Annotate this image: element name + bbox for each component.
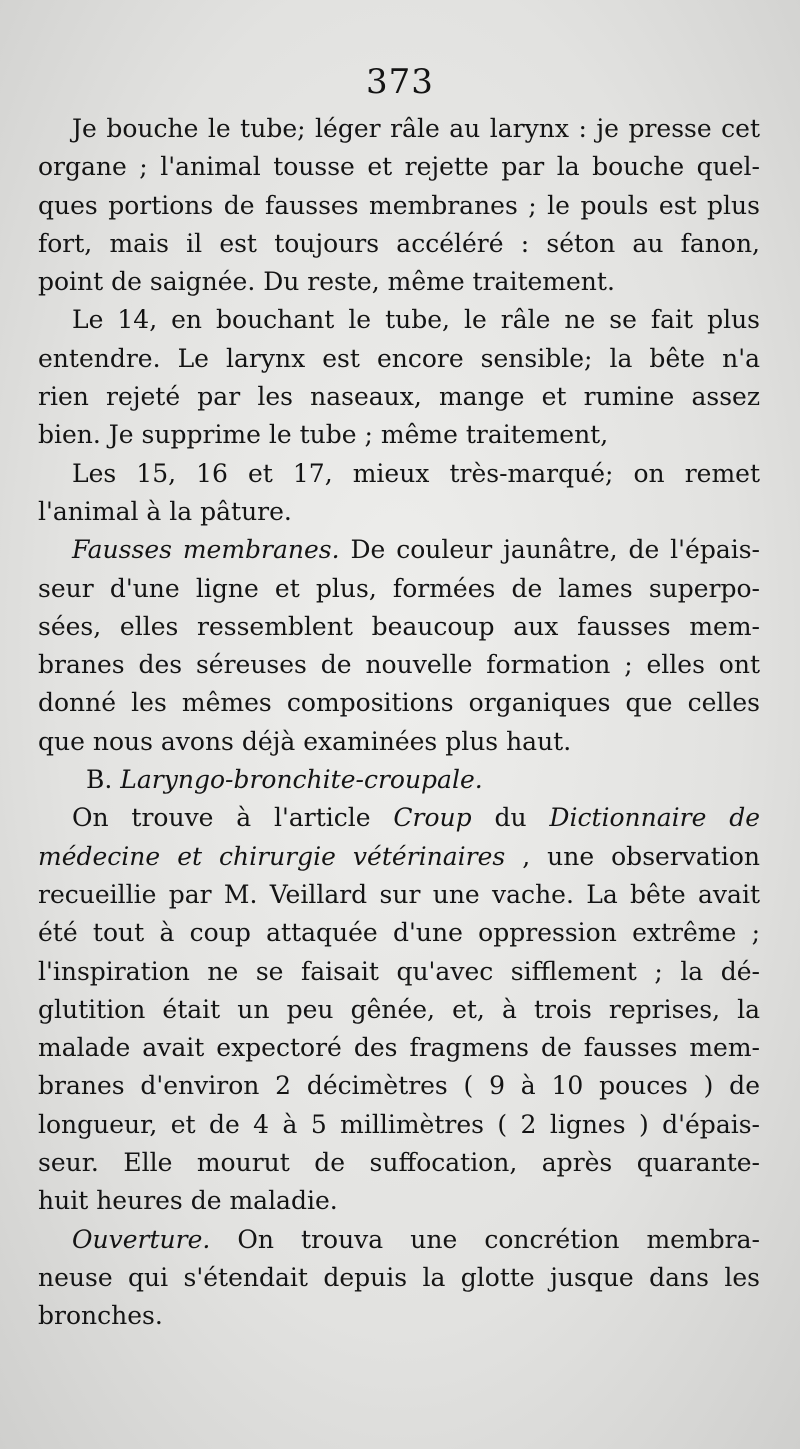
italic-text: Laryngo-bronchite-croupale. (120, 765, 483, 795)
text-run: On trouve à l'article (72, 803, 394, 833)
text-run: bronches. (38, 1301, 163, 1331)
text-run: seur d'une ligne et plus, formées de lames superpo- (38, 573, 760, 603)
text-run: entendre. Le larynx est encore sensible; la bête n'a (38, 343, 760, 373)
text-line (38, 761, 760, 799)
text-run: branes des séreuses de nouvelle formation ; elles ont (38, 650, 760, 680)
text-run: Les 15, 16 et 17, mieux très-marqué; on remet (72, 458, 760, 488)
text-run: De couleur jaunâtre, de l'épais- (339, 535, 761, 565)
text-run: point de saignée. Du reste, même traitement. (38, 267, 615, 297)
text-line (38, 723, 760, 761)
text-run: bien. Je supprime le tube ; même traitement, (38, 420, 609, 450)
text-run: , une observation (505, 841, 760, 871)
text-line (38, 1259, 760, 1297)
text-run: seur. Elle mourut de suffocation, après quarante- (38, 1148, 760, 1178)
text-run: Le 14, en bouchant le tube, le râle ne se fait plus (72, 305, 760, 335)
italic-text: médecine et chirurgie vétérinaires (38, 841, 506, 871)
text-line (38, 531, 760, 569)
text-line (38, 187, 760, 225)
text-run: branes d'environ 2 décimètres ( 9 à 10 pouces ) de (38, 1071, 760, 1101)
italic-text: Ouverture. (72, 1224, 211, 1254)
text-run: organe ; l'animal tousse et rejette par la bouche quel- (38, 152, 760, 182)
text-run: sées, elles ressemblent beaucoup aux fausses mem- (38, 611, 760, 641)
text-line (38, 799, 760, 837)
text-run: donné les mêmes compositions organiques que celles (38, 688, 760, 718)
text-line (38, 110, 760, 148)
text-run: que nous avons déjà examinées plus haut. (38, 726, 572, 756)
text-line (38, 301, 760, 339)
text-line (38, 684, 760, 722)
text-run: fort, mais il est toujours accéléré : séton au fanon, (38, 228, 760, 258)
text-run: Je bouche le tube; léger râle au larynx : je presse cet (72, 114, 760, 143)
text-line (38, 1182, 760, 1220)
text-line (38, 1144, 760, 1182)
text-line (38, 263, 760, 301)
text-line (38, 493, 760, 531)
page-number: 373 (366, 62, 434, 102)
text-run: longueur, et de 4 à 5 millimètres ( 2 lignes ) d'épais- (38, 1109, 760, 1139)
text-line (38, 646, 760, 684)
text-line (38, 225, 760, 263)
italic-text: Fausses membranes. (72, 535, 340, 565)
text-line (38, 455, 760, 493)
text-line (38, 378, 760, 416)
text-line (38, 1067, 760, 1105)
italic-text: Dictionnaire de (549, 803, 761, 833)
text-run: ques portions de fausses membranes ; le pouls est plus (38, 190, 760, 220)
text-line (38, 953, 760, 991)
text-run: recueillie par M. Veillard sur une vache. La bête avait (38, 879, 760, 909)
text-line (38, 570, 760, 608)
text-run: du (471, 803, 550, 833)
text-run: huit heures de maladie. (38, 1186, 338, 1216)
text-run: l'animal à la pâture. (38, 496, 292, 526)
text-run: B. (86, 765, 121, 795)
text-line (38, 148, 760, 186)
italic-text: Croup (393, 803, 472, 833)
text-run: glutition était un peu gênée, et, à trois reprises, la (38, 994, 760, 1024)
text-line (38, 340, 760, 378)
text-run: neuse qui s'étendait depuis la glotte jusque dans les (38, 1262, 760, 1292)
text-line (38, 1106, 760, 1144)
text-line (38, 416, 760, 454)
text-line (38, 1221, 760, 1259)
text-run: On trouva une concrétion membra- (210, 1224, 760, 1254)
text-line (38, 1297, 760, 1335)
text-line (38, 608, 760, 646)
text-line (38, 838, 760, 876)
text-line (38, 1029, 760, 1067)
text-run: malade avait expectoré des fragmens de fausses mem- (38, 1033, 760, 1063)
page-text (38, 110, 760, 1336)
text-run: rien rejeté par les naseaux, mange et rumine assez (38, 382, 760, 412)
text-run: l'inspiration ne se faisait qu'avec sifflement ; la dé- (38, 956, 760, 986)
text-run: été tout à coup attaquée d'une oppression extrême ; (38, 918, 760, 948)
text-line (38, 876, 760, 914)
text-line (38, 914, 760, 952)
text-line (38, 991, 760, 1029)
